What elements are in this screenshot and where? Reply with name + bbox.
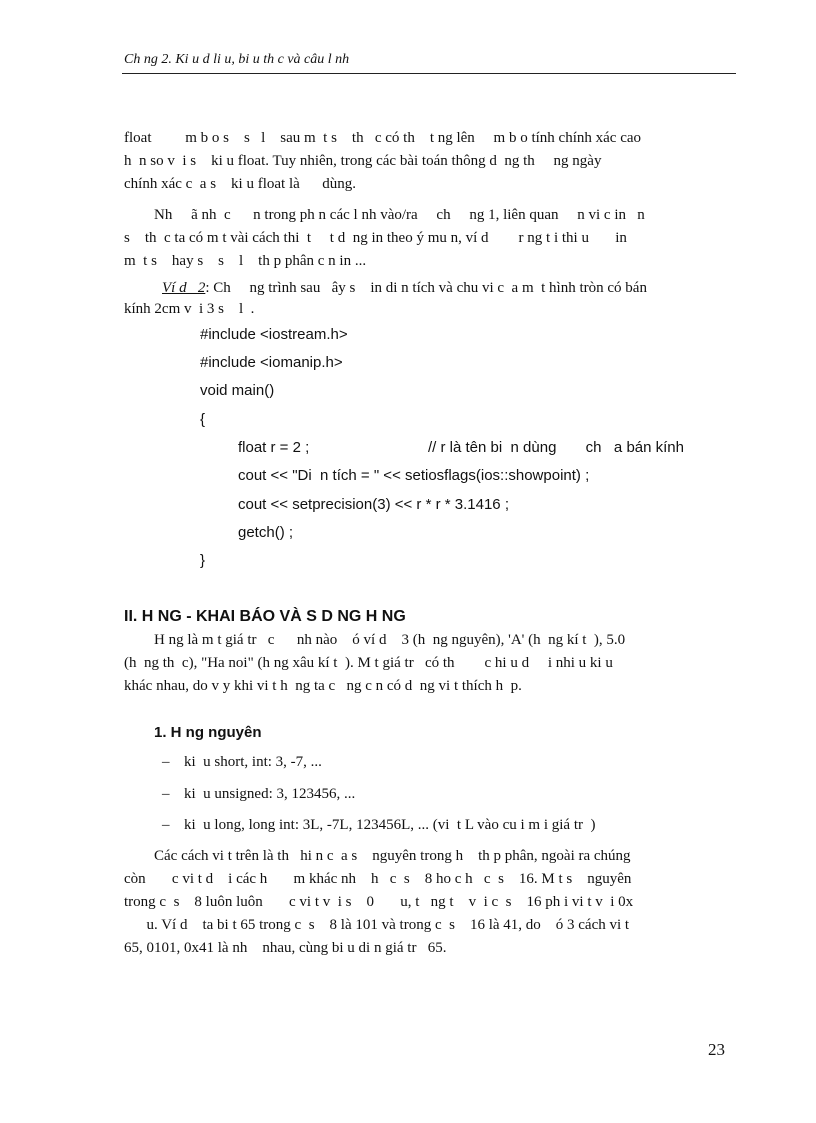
bullet-dash: – [162, 786, 170, 802]
example-label: Ví d 2 [162, 280, 206, 296]
list-item: – ki u unsigned: 3, 123456, ... [162, 786, 356, 802]
intro-line-3: chính xác c a s ki u float là dùng. [124, 176, 357, 192]
final-line-4: u. Ví d ta bi t 65 trong c s 8 là 101 và trong c s 16 là 41, do ó 3 cách vi t [124, 917, 630, 933]
final-line-3: trong c s 8 luôn luôn c vi t v i s 0 u, t ng t v i c s 16 ph i vi t v i 0x [124, 894, 634, 910]
list-item: – ki u short, int: 3, -7, ... [162, 754, 322, 770]
code-line-8: getch() ; [238, 524, 294, 541]
section-line-2: (h ng th c), "Ha noi" (h ng xâu kí t ). M t giá tr có th c hi u d i nhi u ki u [124, 655, 613, 671]
section-line-3: khác nhau, do v y khi vi t h ng ta c ng c n có d ng vi t thích h p. [124, 678, 522, 694]
running-header: Ch ng 2. Ki u d li u, bi u th c và câu l nh [124, 52, 350, 67]
header-rule [122, 73, 736, 74]
note-line-3: m t s hay s s l th p phân c n in ... [124, 253, 367, 269]
code-line-5: float r = 2 ; [238, 439, 310, 456]
example-line-2: kính 2cm v i 3 s l . [124, 301, 255, 317]
bullet-dash: – [162, 817, 170, 833]
code-line-2: #include <iomanip.h> [200, 354, 343, 371]
page-number: 23 [708, 1040, 725, 1059]
code-line-4: { [200, 411, 206, 428]
code-line-9: } [200, 552, 206, 569]
code-comment: // r là tên bi n dùng ch a bán kính [428, 439, 684, 456]
section-heading: II. H NG - KHAI BÁO VÀ S D NG H NG [124, 608, 406, 625]
example-text-1: : Ch ng trình sau ây s in di n tích và chu vi c a m t hình tròn có bán [205, 280, 647, 296]
code-line-6: cout << "Di n tích = " << setiosflags(ios::showpoint) ; [238, 467, 590, 484]
intro-line-2: h n so v i s ki u float. Tuy nhiên, trong các bài toán thông d ng th ng ngày [124, 153, 602, 169]
list-item: – ki u long, long int: 3L, -7L, 123456L, ... (vi t L vào cu i m i giá tr ) [162, 817, 596, 833]
intro-line-1: float m b o s s l sau m t s th c có th t ng lên m b o tính chính xác cao [124, 130, 642, 146]
note-line-2: s th c ta có m t vài cách thi t t d ng in theo ý mu n, ví d r ng t i thi u in [124, 230, 627, 246]
example-line-1 [162, 280, 647, 297]
code-line-7: cout << setprecision(3) << r * r * 3.1416 ; [238, 496, 509, 513]
final-line-5: 65, 0101, 0x41 là nh nhau, cùng bi u di n giá tr 65. [124, 940, 447, 956]
subsection-heading: 1. H ng nguyên [154, 724, 262, 741]
final-line-1: Các cách vi t trên là th hi n c a s nguyên trong h th p phân, ngoài ra chúng [124, 848, 631, 864]
section-line-1: H ng là m t giá tr c nh nào ó ví d 3 (h ng nguyên), 'A' (h ng kí t ), 5.0 [124, 632, 626, 648]
code-line-1: #include <iostream.h> [200, 326, 348, 343]
final-line-2: còn c vi t d i các h m khác nh h c s 8 ho c h c s 16. M t s nguyên [124, 871, 632, 887]
note-line-1: Nh ã nh c n trong ph n các l nh vào/ra ch ng 1, liên quan n vi c in n [124, 207, 645, 223]
bullet-dash: – [162, 754, 170, 770]
code-line-3: void main() [200, 382, 275, 399]
